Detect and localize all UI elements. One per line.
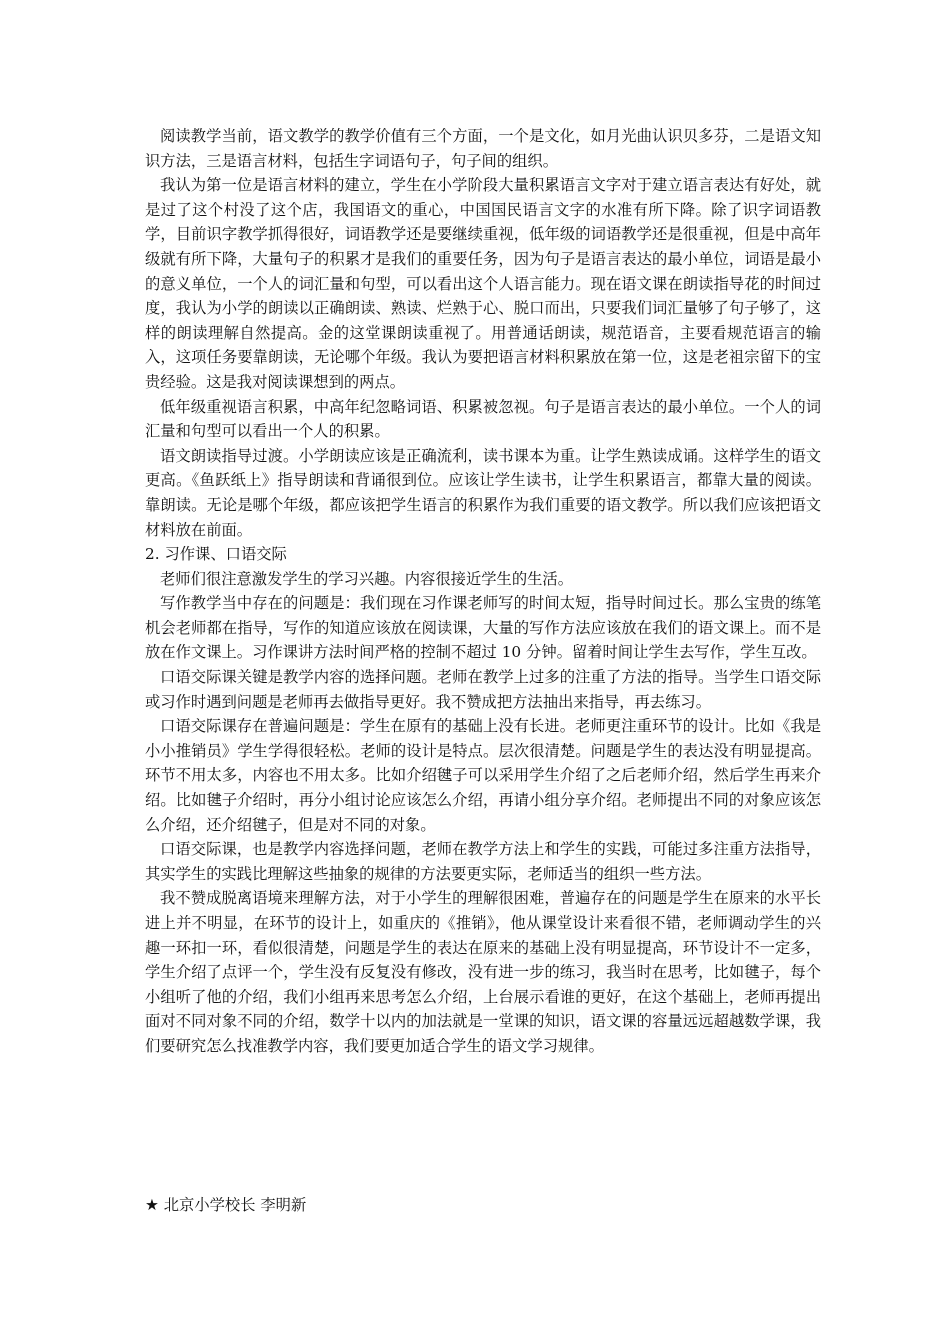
paragraph: 老师们很注意激发学生的学习兴趣。内容很接近学生的生活。 (160, 569, 574, 588)
paragraph: 语文朗读指导过渡。小学朗读应该是正确流利，读书课本为重。让学生熟读成诵。这样学生的语文更高。《鱼跃纸上》指导朗读和背诵很到位。应该让学生读书，让学生积累语言，都靠大量的阅读。靠朗读。无论是哪个年级，都应该把学生语言的积累作为我们重要的语文教学。所以我们应该把语文材料放在前面。 (145, 446, 821, 539)
paragraph: 口语交际课存在普遍问题是：学生在原有的基础上没有长进。老师更注重环节的设计。比如《我是小小推销员》学生学得很轻松。老师的设计是特点。层次很清楚。问题是学生的表达没有明显提高。环节不用太多，内容也不用太多。比如介绍毽子可以采用学生介绍了之后老师介绍，然后学生再来介绍。比如毽子介绍时，再分小组讨论应该怎么介绍，再请小组分享介绍。老师提出不同的对象应该怎么介绍，还介绍毽子，但是对不同的对象。 (145, 717, 821, 834)
paragraph: 低年级重视语言积累，中高年纪忽略词语、积累被忽视。句子是语言表达的最小单位。一个人的词汇量和句型可以看出一个人的积累。 (145, 397, 821, 441)
star-icon: ★ (145, 1196, 159, 1214)
author-name: 北京小学校长 李明新 (163, 1196, 307, 1214)
paragraph: 写作教学当中存在的问题是：我们现在习作课老师写的时间太短，指导时间过长。那么宝贵的练笔机会老师都在指导，写作的知道应该放在阅读课，大量的写作方法应该放在我们的语文课上。而不是放在作文课上。习作课讲方法时间严格的控制不超过 10 分钟。留着时间让学生去写作，学生互改。 (145, 594, 821, 662)
paragraph: 口语交际课，也是教学内容选择问题，老师在教学方法上和学生的实践，可能过多注重方法指导，其实学生的实践比理解这些抽象的规律的方法要更实际，老师适当的组织一些方法。 (145, 840, 821, 883)
section-heading: 2. 习作课、口语交际 (145, 545, 287, 564)
paragraph: 阅读教学当前，语文教学的教学价值有三个方面，一个是文化，如月光曲认识贝多芬，二是语文知识方法，三是语言材料，包括生字词语句子，句子间的组织。 (145, 127, 821, 170)
author-signature (145, 1193, 306, 1217)
paragraph: 口语交际课关键是教学内容的选择问题。老师在教学上过多的注重了方法的指导。当学生口语交际或习作时遇到问题是老师再去做指导更好。我不赞成把方法抽出来指导，再去练习。 (145, 668, 821, 711)
paragraph: 我认为第一位是语言材料的建立，学生在小学阶段大量积累语言文字对于建立语言表达有好处，就是过了这个村没了这个店，我国语文的重心，中国国民语言文字的水准有所下降。除了识字词语教学，目前识字教学抓得很好，词语教学还是要继续重视，低年级的词语教学还是很重视，但是中高年级就有所下降，大量句子的积累才是我们的重要任务，因为句子是语言表达的最小单位，词语是最小的意义单位，一个人的词汇量和句型，可以看出这个人语言能力。现在语文课在朗读指导花的时间过度，我认为小学的朗读以正确朗读、熟读、烂熟于心、脱口而出，只要我们词汇量够了句子够了，这样的朗读理解自然提高。金的这堂课朗读重视了。用普通话朗读，规范语音，主要看规范语言的输入，这项任务要靠朗读，无论哪个年级。我认为要把语言材料积累放在第一位，这是老祖宗留下的宝贵经验。这是我对阅读课想到的两点。 (145, 176, 821, 391)
document-body (145, 124, 821, 1059)
paragraph: 我不赞成脱离语境来理解方法，对于小学生的理解很困难，普遍存在的问题是学生在原来的水平长进上并不明显，在环节的设计上，如重庆的《推销》，他从课堂设计来看很不错，老师调动学生的兴趣一环扣一环，看似很清楚，问题是学生的表达在原来的基础上没有明显提高，环节设计不一定多，学生介绍了点评一个，学生没有反复没有修改，没有进一步的练习，我当时在思考，比如毽子，每个小组听了他的介绍，我们小组再来思考怎么介绍，上台展示看谁的更好，在这个基础上，老师再提出面对不同对象不同的介绍，数学十以内的加法就是一堂课的知识，语文课的容量远远超越数学课，我们要研究怎么找准教学内容，我们要更加适合学生的语文学习规律。 (145, 889, 821, 1055)
